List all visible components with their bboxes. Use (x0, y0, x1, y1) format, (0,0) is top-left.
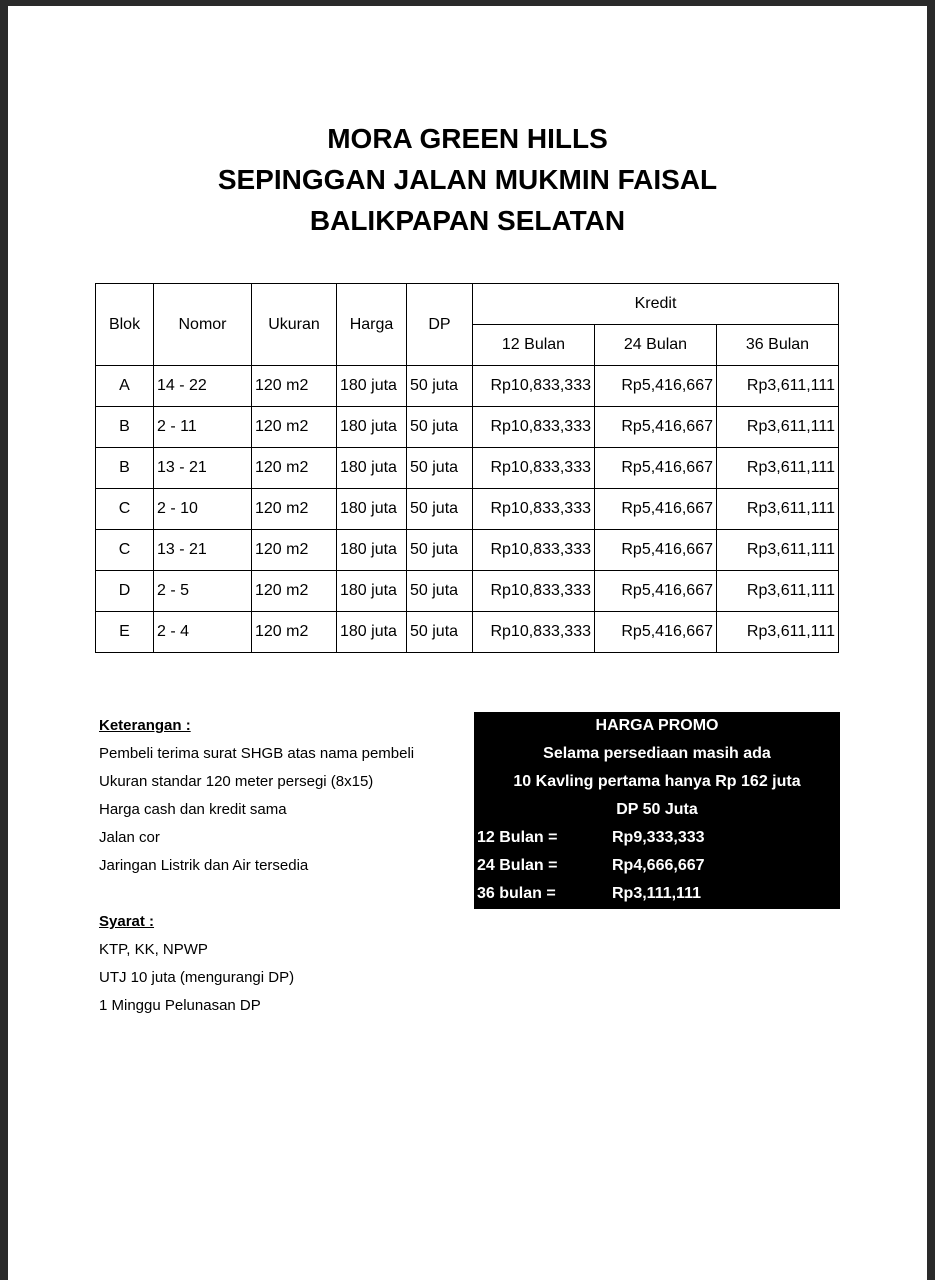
header-kredit: Kredit (473, 284, 839, 325)
table-row (96, 448, 839, 489)
cell-12-bulan: Rp10,833,333 (473, 407, 595, 448)
cell-nomor: 2 - 10 (154, 489, 252, 530)
syarat-item: KTP, KK, NPWP (99, 941, 208, 958)
cell-nomor: 14 - 22 (154, 366, 252, 407)
cell-dp: 50 juta (407, 407, 473, 448)
keterangan-item: Ukuran standar 120 meter persegi (8x15) (99, 773, 374, 790)
header-12-bulan: 12 Bulan (473, 325, 595, 366)
cell-nomor: 13 - 21 (154, 448, 252, 489)
cell-ukuran: 120 m2 (252, 612, 337, 653)
keterangan-item: Harga cash dan kredit sama (99, 801, 287, 818)
promo-installment-row (474, 824, 840, 852)
cell-blok: C (96, 530, 154, 571)
cell-36-bulan: Rp3,611,111 (717, 530, 839, 571)
cell-blok: E (96, 612, 154, 653)
cell-24-bulan: Rp5,416,667 (595, 571, 717, 612)
cell-ukuran: 120 m2 (252, 407, 337, 448)
keterangan-item: Jalan cor (99, 829, 160, 846)
cell-dp: 50 juta (407, 530, 473, 571)
header-36-bulan: 36 Bulan (717, 325, 839, 366)
header-nomor: Nomor (154, 284, 252, 366)
cell-36-bulan: Rp3,611,111 (717, 407, 839, 448)
keterangan-item: Pembeli terima surat SHGB atas nama pembeli (99, 745, 415, 762)
cell-ukuran: 120 m2 (252, 448, 337, 489)
cell-24-bulan: Rp5,416,667 (595, 612, 717, 653)
promo-installment-row (474, 880, 840, 908)
header-blok: Blok (96, 284, 154, 366)
promo-line-1: Selama persediaan masih ada (543, 745, 771, 762)
cell-nomor: 13 - 21 (154, 530, 252, 571)
cell-ukuran: 120 m2 (252, 530, 337, 571)
cell-blok: B (96, 407, 154, 448)
cell-dp: 50 juta (407, 612, 473, 653)
promo-installment-value: Rp4,666,667 (612, 857, 705, 874)
cell-harga: 180 juta (337, 612, 407, 653)
cell-harga: 180 juta (337, 407, 407, 448)
header-dp: DP (407, 284, 473, 366)
cell-24-bulan: Rp5,416,667 (595, 489, 717, 530)
syarat-heading: Syarat : (99, 913, 155, 930)
cell-24-bulan: Rp5,416,667 (595, 530, 717, 571)
table-row (96, 612, 839, 653)
cell-36-bulan: Rp3,611,111 (717, 489, 839, 530)
keterangan-item: Jaringan Listrik dan Air tersedia (99, 857, 309, 874)
promo-installment-value: Rp3,111,111 (612, 885, 701, 902)
cell-12-bulan: Rp10,833,333 (473, 366, 595, 407)
cell-harga: 180 juta (337, 530, 407, 571)
promo-installment-label: 36 bulan = (477, 885, 556, 902)
cell-dp: 50 juta (407, 366, 473, 407)
header-row (96, 284, 839, 325)
promo-title: HARGA PROMO (595, 717, 719, 734)
title-line-2: SEPINGGAN JALAN MUKMIN FAISAL (217, 164, 718, 195)
header-harga: Harga (337, 284, 407, 366)
promo-installment-row (474, 852, 840, 880)
title-line-3: BALIKPAPAN SELATAN (309, 205, 626, 236)
cell-blok: A (96, 366, 154, 407)
cell-ukuran: 120 m2 (252, 571, 337, 612)
cell-24-bulan: Rp5,416,667 (595, 448, 717, 489)
table-row (96, 530, 839, 571)
cell-36-bulan: Rp3,611,111 (717, 571, 839, 612)
cell-ukuran: 120 m2 (252, 366, 337, 407)
cell-dp: 50 juta (407, 489, 473, 530)
promo-installment-label: 12 Bulan = (477, 829, 558, 846)
cell-blok: C (96, 489, 154, 530)
cell-nomor: 2 - 11 (154, 407, 252, 448)
cell-36-bulan: Rp3,611,111 (717, 448, 839, 489)
cell-nomor: 2 - 5 (154, 571, 252, 612)
table-row (96, 366, 839, 407)
cell-24-bulan: Rp5,416,667 (595, 366, 717, 407)
syarat-item: UTJ 10 juta (mengurangi DP) (99, 969, 295, 986)
promo-installment-value: Rp9,333,333 (612, 829, 705, 846)
promo-installment-label: 24 Bulan = (477, 857, 558, 874)
cell-blok: D (96, 571, 154, 612)
page-title (0, 118, 935, 241)
promo-line-2: 10 Kavling pertama hanya Rp 162 juta (513, 773, 801, 790)
cell-12-bulan: Rp10,833,333 (473, 612, 595, 653)
cell-nomor: 2 - 4 (154, 612, 252, 653)
cell-harga: 180 juta (337, 366, 407, 407)
cell-dp: 50 juta (407, 571, 473, 612)
syarat-item: 1 Minggu Pelunasan DP (99, 997, 261, 1014)
syarat-section (99, 908, 294, 1020)
header-ukuran: Ukuran (252, 284, 337, 366)
cell-36-bulan: Rp3,611,111 (717, 612, 839, 653)
cell-ukuran: 120 m2 (252, 489, 337, 530)
table-row (96, 407, 839, 448)
keterangan-section (99, 712, 414, 880)
table-row (96, 571, 839, 612)
cell-harga: 180 juta (337, 571, 407, 612)
cell-12-bulan: Rp10,833,333 (473, 530, 595, 571)
keterangan-heading: Keterangan : (99, 717, 191, 734)
cell-36-bulan: Rp3,611,111 (717, 366, 839, 407)
cell-12-bulan: Rp10,833,333 (473, 448, 595, 489)
cell-dp: 50 juta (407, 448, 473, 489)
table-row (96, 489, 839, 530)
cell-blok: B (96, 448, 154, 489)
cell-harga: 180 juta (337, 489, 407, 530)
promo-line-3: DP 50 Juta (616, 801, 698, 818)
title-line-1: MORA GREEN HILLS (327, 123, 608, 154)
cell-24-bulan: Rp5,416,667 (595, 407, 717, 448)
cell-12-bulan: Rp10,833,333 (473, 571, 595, 612)
price-table (95, 283, 839, 653)
promo-box (474, 712, 840, 909)
header-24-bulan: 24 Bulan (595, 325, 717, 366)
cell-12-bulan: Rp10,833,333 (473, 489, 595, 530)
cell-harga: 180 juta (337, 448, 407, 489)
